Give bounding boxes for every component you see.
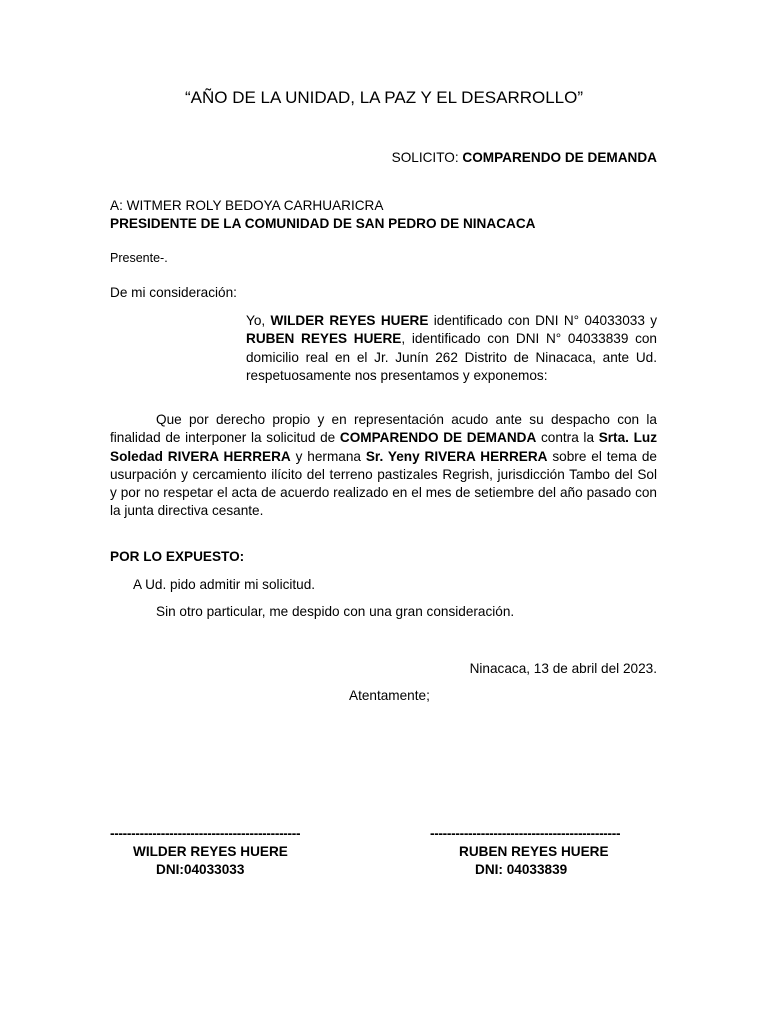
body-bold-1: COMPARENDO DE DEMANDA [339, 430, 537, 446]
solicito-value: COMPARENDO DE DEMANDA [462, 150, 657, 165]
applicant-name-2: RUBEN REYES HUERE [246, 331, 402, 347]
applicant-name-1: WILDER REYES HUERE [270, 313, 429, 328]
solicito-label: SOLICITO: [391, 150, 459, 165]
intro-text-3: , identificado con DNI N° 04033839 con domicilio real en el Jr. Junín 262 Distrito de Ninacaca, ante Ud. respetuosamente nos presentamos y exponemos: [246, 331, 657, 383]
intro-paragraph [246, 312, 657, 385]
consideracion-text: De mi consideración: [110, 285, 237, 300]
despido-text: Sin otro particular, me despido con una gran consideración. [156, 604, 515, 619]
document-title: “AÑO DE LA UNIDAD, LA PAZ Y EL DESARROLLO” [184, 88, 584, 107]
signature-line-1: --------------------------------------------- [110, 826, 301, 841]
body-bold-3: Sr. Yeny RIVERA HERRERA [365, 448, 548, 464]
presente-text: Presente-. [110, 251, 168, 265]
signer-name-2: RUBEN REYES HUERE [459, 844, 609, 859]
signer-dni-1: DNI:04033033 [156, 862, 245, 877]
main-paragraph [110, 411, 657, 521]
signature-line-2: --------------------------------------------- [430, 826, 621, 841]
pido-text: A Ud. pido admitir mi solicitud. [133, 577, 316, 592]
recipient-title: PRESIDENTE DE LA COMUNIDAD DE SAN PEDRO DE NINACACA [110, 216, 536, 231]
body-text-1: Que por derecho propio y en representación acudo ante su despacho con la finalidad de interponer la solicitud de [110, 412, 657, 446]
date-line: Ninacaca, 13 de abril del 2023. [469, 661, 657, 676]
body-text-2: contra la [540, 430, 595, 446]
body-text-3: y hermana [295, 448, 361, 464]
body-bold-2: Srta. Luz Soledad RIVERA HERRERA [110, 430, 658, 464]
signer-dni-2: DNI: 04033839 [475, 862, 568, 877]
solicito-line [392, 150, 657, 165]
atentamente-text: Atentamente; [349, 688, 430, 703]
intro-text-1: Yo, [246, 313, 266, 328]
por-lo-expuesto: POR LO EXPUESTO: [110, 549, 245, 564]
recipient-name: A: WITMER ROLY BEDOYA CARHUARICRA [110, 198, 384, 213]
intro-text-2: identificado con DNI N° 04033033 y [433, 313, 657, 328]
signer-name-1: WILDER REYES HUERE [133, 844, 288, 859]
body-text-4: sobre el tema de usurpación y cercamiento ilícito del terreno pastizales Regrish, jurisdicción Tambo del Sol y por no respetar el acta de acuerdo realizado en el mes de setiembre del año pasado con la junta directiva cesante. [110, 448, 657, 519]
